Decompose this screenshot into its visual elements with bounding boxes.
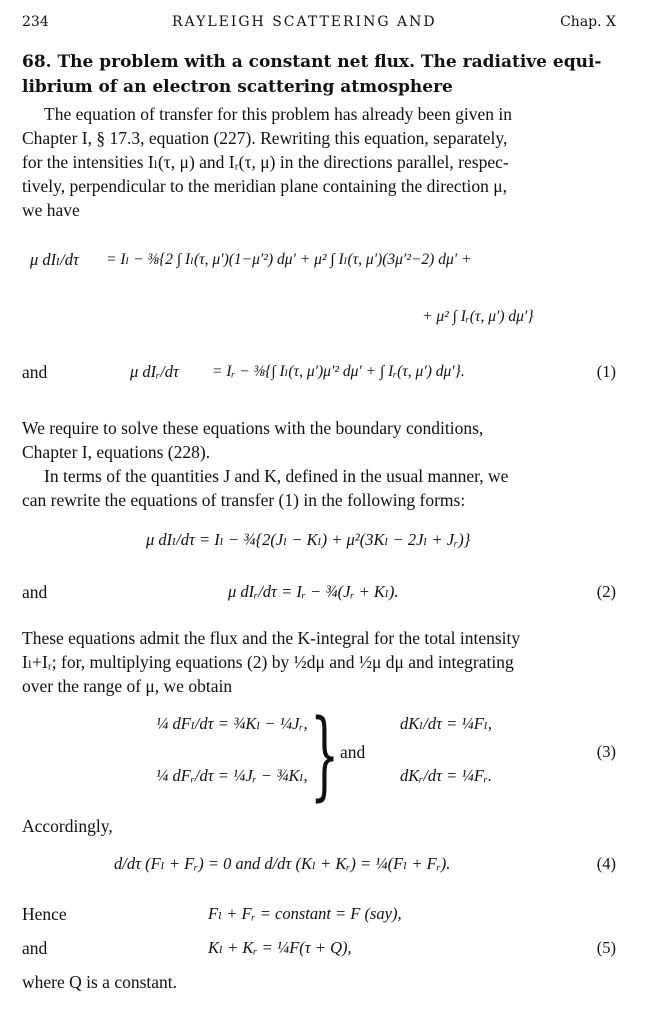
paragraph-line: we have	[22, 200, 80, 220]
label-and: and	[340, 742, 366, 762]
equation-5a: Fₗ + Fᵣ = constant = F (say),	[208, 904, 402, 923]
chapter-label: Chap. X	[560, 14, 616, 30]
equation-number: (4)	[596, 854, 616, 873]
equation-3a: ¼ dFₗ/dτ = ¾Kₗ − ¼Jᵣ,	[156, 714, 308, 733]
paragraph-line: These equations admit the flux and the K-integral for the total intensity	[22, 628, 521, 648]
label-and: and	[22, 582, 48, 602]
equation-1b-rhs: = Iᵣ − ⅜{∫ Iₗ(τ, μ′)μ′² dμ′ + ∫ Iᵣ(τ, μ′) dμ′}.	[212, 363, 465, 380]
paragraph-line: for the intensities Iₗ(τ, μ) and Iᵣ(τ, μ) in the directions parallel, respec-	[22, 152, 509, 172]
paragraph-line: We require to solve these equations with the boundary conditions,	[22, 418, 484, 438]
right-brace: }	[310, 697, 340, 811]
paragraph-line: can rewrite the equations of transfer (1) in the following forms:	[22, 490, 466, 510]
paragraph-line: Chapter I, § 17.3, equation (227). Rewriting this equation, separately,	[22, 128, 508, 148]
equation-5b: Kₗ + Kᵣ = ¼F(τ + Q),	[208, 938, 352, 957]
page-number: 234	[22, 14, 49, 30]
section-title-line1: 68. The problem with a constant net flux. The radiative equi-	[22, 52, 602, 72]
label-and: and	[22, 362, 48, 382]
paragraph-line: In terms of the quantities J and K, defined in the usual manner, we	[44, 466, 509, 486]
paragraph-line: where Q is a constant.	[22, 972, 178, 992]
equation-3c: dKₗ/dτ = ¼Fₗ,	[400, 714, 492, 733]
equation-number: (2)	[596, 582, 616, 601]
label-hence: Hence	[22, 904, 67, 924]
equation-number: (3)	[596, 742, 616, 761]
paragraph-line: tively, perpendicular to the meridian plane containing the direction μ,	[22, 176, 507, 196]
running-title: RAYLEIGH SCATTERING AND	[172, 14, 437, 30]
equation-1a-lhs: μ dIₗ/dτ	[30, 250, 79, 269]
paragraph-line: over the range of μ, we obtain	[22, 676, 233, 696]
section-title-line2: librium of an electron scattering atmosphere	[22, 77, 453, 97]
equation-1a-continuation: + μ² ∫ Iᵣ(τ, μ′) dμ′}	[422, 308, 534, 325]
equation-number: (5)	[596, 938, 616, 957]
paragraph-line: Accordingly,	[22, 816, 113, 836]
paragraph-line: Iₗ+Iᵣ; for, multiplying equations (2) by ½dμ and ½μ dμ and integrating	[22, 652, 514, 672]
paragraph-line: The equation of transfer for this problem has already been given in	[44, 104, 512, 124]
equation-number: (1)	[596, 362, 616, 381]
equation-1b-lhs: μ dIᵣ/dτ	[130, 362, 179, 381]
equation-2b: μ dIᵣ/dτ = Iᵣ − ¾(Jᵣ + Kₗ).	[228, 582, 399, 601]
paragraph-line: Chapter I, equations (228).	[22, 442, 211, 462]
equation-3b: ¼ dFᵣ/dτ = ¼Jᵣ − ¾Kₗ,	[156, 766, 308, 785]
equation-1a-rhs: = Iₗ − ⅜{2 ∫ Iₗ(τ, μ′)(1−μ′²) dμ′ + μ² ∫ Iₗ(τ, μ′)(3μ′²−2) dμ′ +	[106, 251, 472, 268]
label-and: and	[22, 938, 48, 958]
equation-4: d/dτ (Fₗ + Fᵣ) = 0 and d/dτ (Kₗ + Kᵣ) = ¼(Fₗ + Fᵣ).	[114, 854, 451, 873]
equation-3d: dKᵣ/dτ = ¼Fᵣ.	[400, 766, 493, 785]
equation-2a: μ dIₗ/dτ = Iₗ − ¾{2(Jₗ − Kₗ) + μ²(3Kₗ − 2Jₗ + Jᵣ)}	[146, 530, 471, 549]
